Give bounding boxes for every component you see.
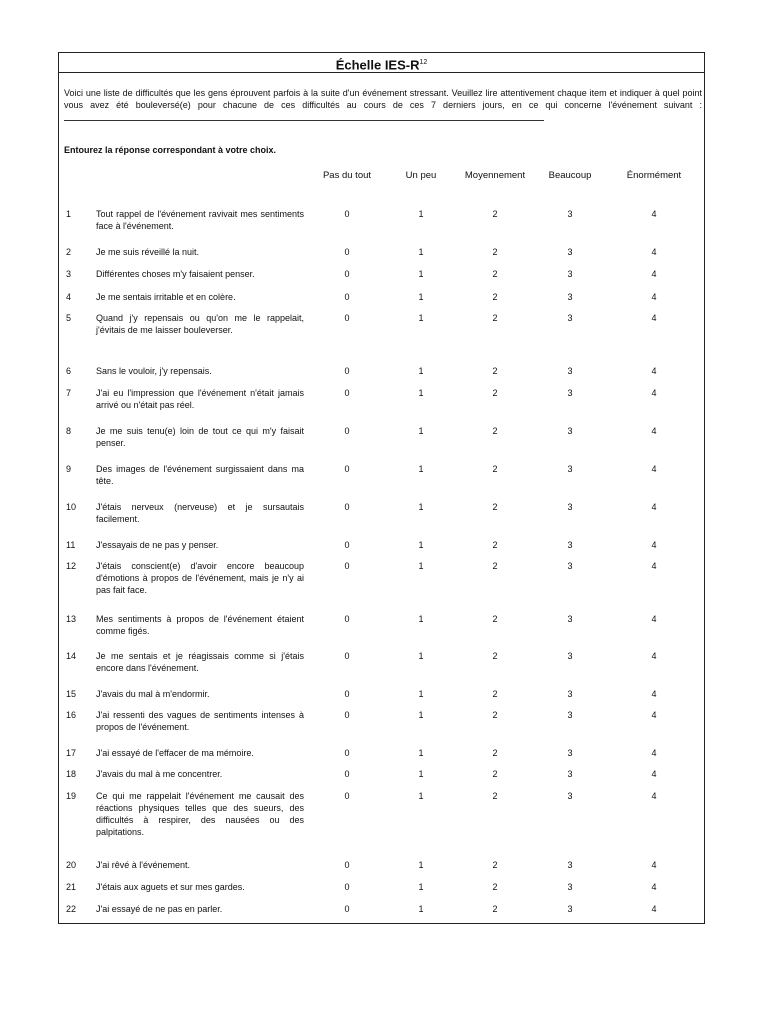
score-option-3[interactable]: 3: [567, 882, 573, 892]
score-option-3[interactable]: 3: [567, 269, 573, 279]
score-option-0[interactable]: 0: [344, 540, 350, 550]
item-number: 22: [66, 904, 77, 914]
item-number: 2: [66, 247, 72, 257]
score-option-4[interactable]: 4: [651, 502, 657, 512]
score-option-1[interactable]: 1: [418, 769, 424, 779]
item-number: 18: [66, 769, 77, 779]
score-option-3[interactable]: 3: [567, 614, 573, 624]
score-option-0[interactable]: 0: [344, 247, 350, 257]
intro-text: Voici une liste de difficultés que les gens éprouvent parfois à la suite d'un événement stressant. Veuillez lire attentivement chaque item et indiquer à quel point vous avez été bouleversé(e) pour chacune de ces difficultés au cours de ces 7 derniers jours, en ce qui concerne l'événement suivant :: [64, 88, 702, 110]
score-option-2[interactable]: 2: [492, 710, 498, 720]
item-number: 7: [66, 388, 72, 398]
score-option-1[interactable]: 1: [418, 292, 424, 302]
score-option-3[interactable]: 3: [567, 791, 573, 801]
score-option-0[interactable]: 0: [344, 689, 350, 699]
score-option-2[interactable]: 2: [492, 614, 498, 624]
item-number: 1: [66, 209, 72, 219]
score-option-3[interactable]: 3: [567, 651, 573, 661]
item-text: J'essayais de ne pas y penser.: [96, 540, 219, 550]
score-option-3[interactable]: 3: [567, 209, 573, 219]
item-number: 13: [66, 614, 77, 624]
item-number: 6: [66, 366, 72, 376]
item-text: Je me suis réveillé la nuit.: [96, 247, 200, 257]
score-option-1[interactable]: 1: [418, 209, 424, 219]
score-option-4[interactable]: 4: [651, 689, 657, 699]
item-text: Je me sentais irritable et en colère.: [96, 292, 236, 302]
item-text: Tout rappel de l'événement ravivait mes sentiments face à l'événement.: [96, 209, 304, 231]
score-option-4[interactable]: 4: [651, 209, 657, 219]
item-text: J'avais du mal à m'endormir.: [96, 689, 210, 699]
item-text: J'ai ressenti des vagues de sentiments intenses à propos de l'événement.: [96, 710, 304, 732]
item-number: 10: [66, 502, 77, 512]
score-option-4[interactable]: 4: [651, 426, 657, 436]
item-text: Je me sentais et je réagissais comme si j'étais encore dans l'événement.: [96, 651, 304, 673]
score-option-4[interactable]: 4: [651, 710, 657, 720]
score-option-0[interactable]: 0: [344, 614, 350, 624]
score-option-3[interactable]: 3: [567, 313, 573, 323]
score-option-1[interactable]: 1: [418, 426, 424, 436]
item-text: Mes sentiments à propos de l'événement étaient comme figés.: [96, 614, 304, 636]
score-option-1[interactable]: 1: [418, 882, 424, 892]
score-option-1[interactable]: 1: [418, 561, 424, 571]
score-option-4[interactable]: 4: [651, 540, 657, 550]
score-option-2[interactable]: 2: [492, 502, 498, 512]
score-option-2[interactable]: 2: [492, 904, 498, 914]
score-option-0[interactable]: 0: [344, 209, 350, 219]
score-option-2[interactable]: 2: [492, 748, 498, 758]
score-option-1[interactable]: 1: [418, 313, 424, 323]
score-option-0[interactable]: 0: [344, 313, 350, 323]
score-option-0[interactable]: 0: [344, 502, 350, 512]
score-option-1[interactable]: 1: [418, 710, 424, 720]
score-option-0[interactable]: 0: [344, 710, 350, 720]
score-option-4[interactable]: 4: [651, 860, 657, 870]
score-option-1[interactable]: 1: [418, 614, 424, 624]
item-number: 11: [66, 540, 76, 550]
column-header-1: Un peu: [405, 170, 437, 181]
score-option-4[interactable]: 4: [651, 614, 657, 624]
title-superscript: 12: [419, 59, 428, 66]
score-option-1[interactable]: 1: [418, 904, 424, 914]
score-option-3[interactable]: 3: [567, 464, 573, 474]
score-option-3[interactable]: 3: [567, 426, 573, 436]
score-option-2[interactable]: 2: [492, 882, 498, 892]
item-number: 4: [66, 292, 72, 302]
item-number: 21: [66, 882, 77, 892]
score-option-1[interactable]: 1: [418, 651, 424, 661]
score-option-4[interactable]: 4: [651, 366, 657, 376]
item-text: J'ai eu l'impression que l'événement n'était jamais arrivé ou n'était pas réel.: [96, 388, 304, 410]
score-option-2[interactable]: 2: [492, 366, 498, 376]
item-text: J'avais du mal à me concentrer.: [96, 769, 223, 779]
score-option-1[interactable]: 1: [418, 388, 424, 398]
score-option-2[interactable]: 2: [492, 651, 498, 661]
item-number: 5: [66, 313, 72, 323]
score-option-2[interactable]: 2: [492, 540, 498, 550]
score-option-0[interactable]: 0: [344, 904, 350, 914]
item-number: 8: [66, 426, 72, 436]
score-option-0[interactable]: 0: [344, 426, 350, 436]
score-option-0[interactable]: 0: [344, 366, 350, 376]
column-header-4: Énormément: [626, 170, 682, 181]
item-number: 12: [66, 561, 77, 571]
score-option-4[interactable]: 4: [651, 791, 657, 801]
score-option-4[interactable]: 4: [651, 904, 657, 914]
score-option-3[interactable]: 3: [567, 247, 573, 257]
score-option-2[interactable]: 2: [492, 388, 498, 398]
item-number: 14: [66, 651, 77, 661]
score-option-3[interactable]: 3: [567, 540, 573, 550]
score-option-3[interactable]: 3: [567, 710, 573, 720]
instruction-text: Entourez la réponse correspondant à votre choix.: [64, 145, 277, 155]
score-option-1[interactable]: 1: [418, 502, 424, 512]
intro-paragraph: [64, 87, 702, 124]
score-option-4[interactable]: 4: [651, 882, 657, 892]
score-option-1[interactable]: 1: [418, 366, 424, 376]
item-number: 9: [66, 464, 72, 474]
score-option-2[interactable]: 2: [492, 860, 498, 870]
item-text: Sans le vouloir, j'y repensais.: [96, 366, 212, 376]
score-option-0[interactable]: 0: [344, 882, 350, 892]
item-text: J'ai essayé de l'effacer de ma mémoire.: [96, 748, 254, 758]
score-option-3[interactable]: 3: [567, 292, 573, 302]
score-option-2[interactable]: 2: [492, 769, 498, 779]
item-text: J'ai rêvé à l'événement.: [96, 860, 190, 870]
score-option-0[interactable]: 0: [344, 791, 350, 801]
score-option-1[interactable]: 1: [418, 689, 424, 699]
score-option-0[interactable]: 0: [344, 388, 350, 398]
item-text: Je me suis tenu(e) loin de tout ce qui m'y faisait penser.: [96, 426, 304, 448]
column-header-2: Moyennement: [464, 170, 526, 181]
score-option-0[interactable]: 0: [344, 769, 350, 779]
score-option-4[interactable]: 4: [651, 561, 657, 571]
score-option-3[interactable]: 3: [567, 502, 573, 512]
item-text: Des images de l'événement surgissaient dans ma tête.: [96, 464, 304, 486]
score-option-2[interactable]: 2: [492, 269, 498, 279]
item-text: Quand j'y repensais ou qu'on me le rappelait, j'évitais de me laisser bouleverser.: [96, 313, 304, 335]
score-option-0[interactable]: 0: [344, 292, 350, 302]
item-text: Ce qui me rappelait l'événement me causait des réactions physiques telles que des sueurs, des difficultés à respirer, des nausées ou des palpitations.: [96, 791, 304, 837]
score-option-4[interactable]: 4: [651, 269, 657, 279]
score-option-2[interactable]: 2: [492, 791, 498, 801]
score-option-3[interactable]: 3: [567, 388, 573, 398]
score-option-4[interactable]: 4: [651, 464, 657, 474]
score-option-0[interactable]: 0: [344, 860, 350, 870]
score-option-2[interactable]: 2: [492, 561, 498, 571]
score-option-4[interactable]: 4: [651, 292, 657, 302]
item-text: J'étais conscient(e) d'avoir encore beaucoup d'émotions à propos de l'événement, mais je n'y ai pas fait face.: [96, 561, 304, 595]
item-text: J'ai essayé de ne pas en parler.: [96, 904, 223, 914]
score-option-2[interactable]: 2: [492, 426, 498, 436]
score-option-3[interactable]: 3: [567, 904, 573, 914]
item-number: 16: [66, 710, 77, 720]
score-option-1[interactable]: 1: [418, 269, 424, 279]
event-fill-line[interactable]: [64, 111, 544, 121]
score-option-2[interactable]: 2: [492, 247, 498, 257]
title-text: Échelle IES-R: [335, 57, 420, 73]
item-text: J'étais aux aguets et sur mes gardes.: [96, 882, 245, 892]
score-option-4[interactable]: 4: [651, 313, 657, 323]
column-header-3: Beaucoup: [548, 170, 592, 181]
item-text: J'étais nerveux (nerveuse) et je sursautais facilement.: [96, 502, 304, 524]
score-option-2[interactable]: 2: [492, 313, 498, 323]
score-option-4[interactable]: 4: [651, 388, 657, 398]
score-option-0[interactable]: 0: [344, 748, 350, 758]
score-option-3[interactable]: 3: [567, 769, 573, 779]
column-header-0: Pas du tout: [322, 170, 372, 181]
score-option-0[interactable]: 0: [344, 269, 350, 279]
score-option-3[interactable]: 3: [567, 860, 573, 870]
item-number: 17: [66, 748, 77, 758]
score-option-0[interactable]: 0: [344, 464, 350, 474]
score-option-1[interactable]: 1: [418, 791, 424, 801]
item-number: 20: [66, 860, 77, 870]
score-option-0[interactable]: 0: [344, 561, 350, 571]
item-number: 15: [66, 689, 77, 699]
page-title: [59, 53, 704, 73]
item-number: 3: [66, 269, 72, 279]
score-option-3[interactable]: 3: [567, 748, 573, 758]
item-number: 19: [66, 791, 77, 801]
score-option-2[interactable]: 2: [492, 689, 498, 699]
score-option-4[interactable]: 4: [651, 651, 657, 661]
score-option-3[interactable]: 3: [567, 561, 573, 571]
score-option-4[interactable]: 4: [651, 748, 657, 758]
score-option-2[interactable]: 2: [492, 464, 498, 474]
score-option-3[interactable]: 3: [567, 689, 573, 699]
score-option-2[interactable]: 2: [492, 292, 498, 302]
score-option-1[interactable]: 1: [418, 464, 424, 474]
score-option-1[interactable]: 1: [418, 748, 424, 758]
score-option-3[interactable]: 3: [567, 366, 573, 376]
item-text: Différentes choses m'y faisaient penser.: [96, 269, 255, 279]
questionnaire-frame: [58, 52, 705, 924]
score-option-1[interactable]: 1: [418, 247, 424, 257]
score-option-4[interactable]: 4: [651, 769, 657, 779]
score-option-2[interactable]: 2: [492, 209, 498, 219]
score-option-4[interactable]: 4: [651, 247, 657, 257]
score-option-0[interactable]: 0: [344, 651, 350, 661]
score-option-1[interactable]: 1: [418, 860, 424, 870]
score-option-1[interactable]: 1: [418, 540, 424, 550]
